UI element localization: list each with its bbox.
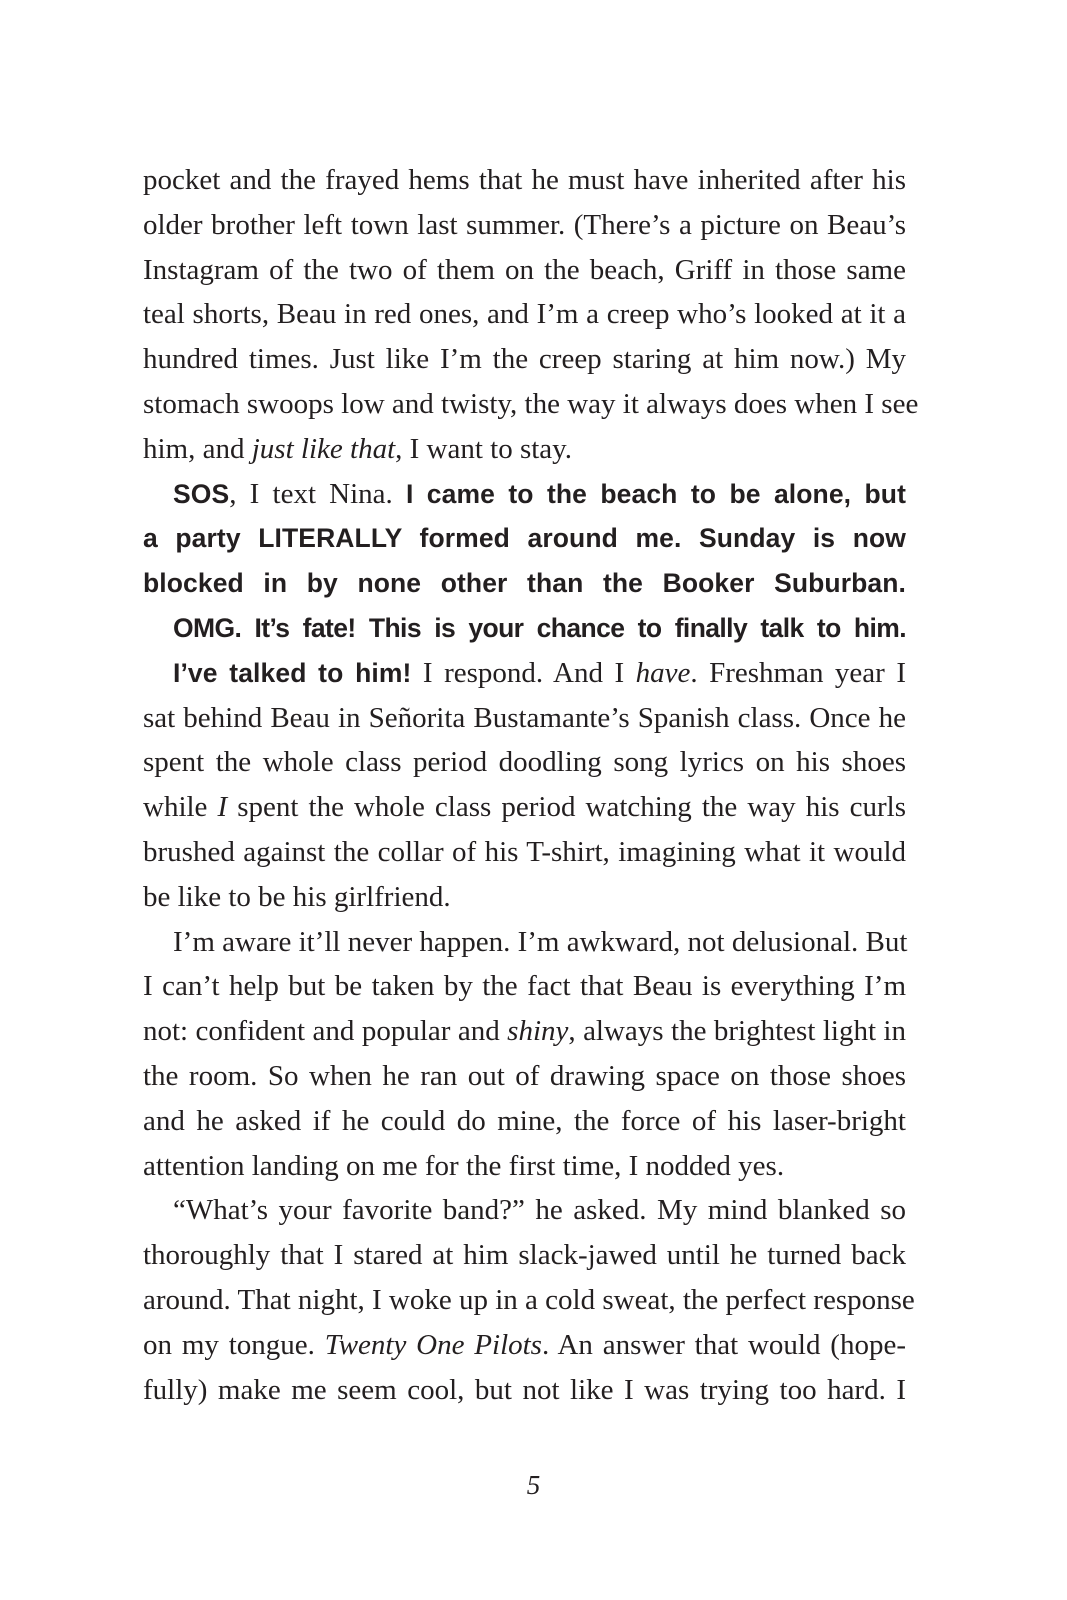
text-segment: around. That night, I woke up in a cold sweat, the perfect response	[143, 1283, 915, 1316]
text-message-segment: a party LITERALLY formed around me. Sunday is now	[143, 523, 906, 554]
text-line	[143, 292, 906, 337]
text-line	[143, 875, 906, 920]
text-segment: sat behind Beau in Señorita Bustamante’s Spanish class. Once he	[143, 701, 906, 734]
text-line	[143, 1054, 906, 1099]
text-segment: . An answer that would (hope-	[541, 1328, 906, 1361]
text-segment: spent the whole class period watching the way his curls	[227, 791, 906, 824]
text-segment: , I text Nina.	[229, 477, 406, 510]
text-segment: I	[217, 791, 228, 824]
text-segment: thoroughly that I stared at him slack-jawed until he turned back	[143, 1239, 906, 1272]
text-line	[143, 785, 906, 830]
text-message-segment: OMG. It’s fate! This is your chance to finally talk to him.	[173, 612, 906, 643]
text-segment: I respond. And I	[411, 656, 636, 689]
text-line	[143, 1144, 906, 1189]
text-line	[143, 1099, 906, 1144]
text-segment: fully) make me seem cool, but not like I was trying too hard. I	[143, 1373, 906, 1406]
text-line	[143, 1233, 906, 1278]
text-segment: be like to be his girlfriend.	[143, 880, 451, 913]
body-text	[143, 158, 919, 1412]
text-segment: Instagram of the two of them on the beach, Griff in those same	[143, 253, 906, 286]
text-line	[143, 696, 906, 741]
text-segment: shiny	[507, 1015, 569, 1048]
text-line	[143, 158, 906, 203]
text-segment: teal shorts, Beau in red ones, and I’m a creep who’s looked at it a	[143, 298, 906, 331]
text-segment: Twenty One Pilots	[324, 1328, 542, 1361]
text-segment: hundred times. Just like I’m the creep staring at him now.) My	[143, 343, 906, 376]
text-line	[143, 427, 906, 472]
text-segment: , always the brightest light in	[568, 1015, 906, 1048]
text-segment: while	[143, 791, 218, 824]
text-segment: him, and	[143, 432, 252, 465]
text-message-segment: I came to the beach to be alone, but	[405, 478, 906, 509]
text-line	[143, 1278, 915, 1323]
text-line	[143, 248, 906, 293]
text-segment: “What’s your favorite band?” he asked. My mind blanked so	[173, 1194, 906, 1227]
text-segment: I’m aware it’ll never happen. I’m awkward, not delusional. But	[173, 925, 908, 958]
text-line	[143, 382, 919, 427]
text-segment: attention landing on me for the first time, I nodded yes.	[143, 1149, 785, 1182]
text-segment: older brother left town last summer. (There’s a picture on Beau’s	[143, 208, 906, 241]
text-line	[143, 964, 906, 1009]
text-line	[143, 1323, 906, 1368]
text-line	[143, 1368, 906, 1413]
text-segment: just like that	[251, 432, 396, 465]
text-line	[143, 830, 906, 875]
text-segment: pocket and the frayed hems that he must have inherited after his	[143, 164, 906, 196]
text-segment: have	[635, 656, 691, 689]
text-segment: spent the whole class period doodling song lyrics on his shoes	[143, 746, 906, 779]
text-line	[143, 651, 906, 696]
text-line	[143, 606, 906, 651]
text-line	[143, 1188, 906, 1233]
text-segment: not: confident and popular and	[143, 1015, 508, 1048]
text-line	[143, 516, 906, 561]
text-line	[143, 1009, 906, 1054]
text-segment: on my tongue.	[143, 1328, 325, 1361]
text-message-segment: blocked in by none other than the Booker Suburban.	[143, 568, 906, 599]
text-segment: I can’t help but be taken by the fact that Beau is everything I’m	[143, 970, 906, 1003]
text-line	[143, 740, 906, 785]
text-segment: brushed against the collar of his T-shirt, imagining what it would	[143, 835, 906, 868]
text-segment: the room. So when he ran out of drawing space on those shoes	[143, 1059, 906, 1092]
text-segment: and he asked if he could do mine, the force of his laser-bright	[143, 1104, 906, 1137]
text-message-segment: I’ve talked to him!	[173, 657, 412, 688]
text-line	[143, 337, 906, 382]
text-line	[143, 561, 906, 606]
text-line	[143, 203, 906, 248]
text-segment: stomach swoops low and twisty, the way it always does when I see	[143, 387, 919, 420]
text-line	[143, 920, 906, 965]
text-segment: . Freshman year I	[690, 656, 906, 689]
text-message-segment: SOS	[173, 478, 230, 509]
page-number: 5	[526, 1470, 541, 1500]
text-line	[143, 472, 906, 517]
text-segment: , I want to stay.	[395, 432, 573, 465]
